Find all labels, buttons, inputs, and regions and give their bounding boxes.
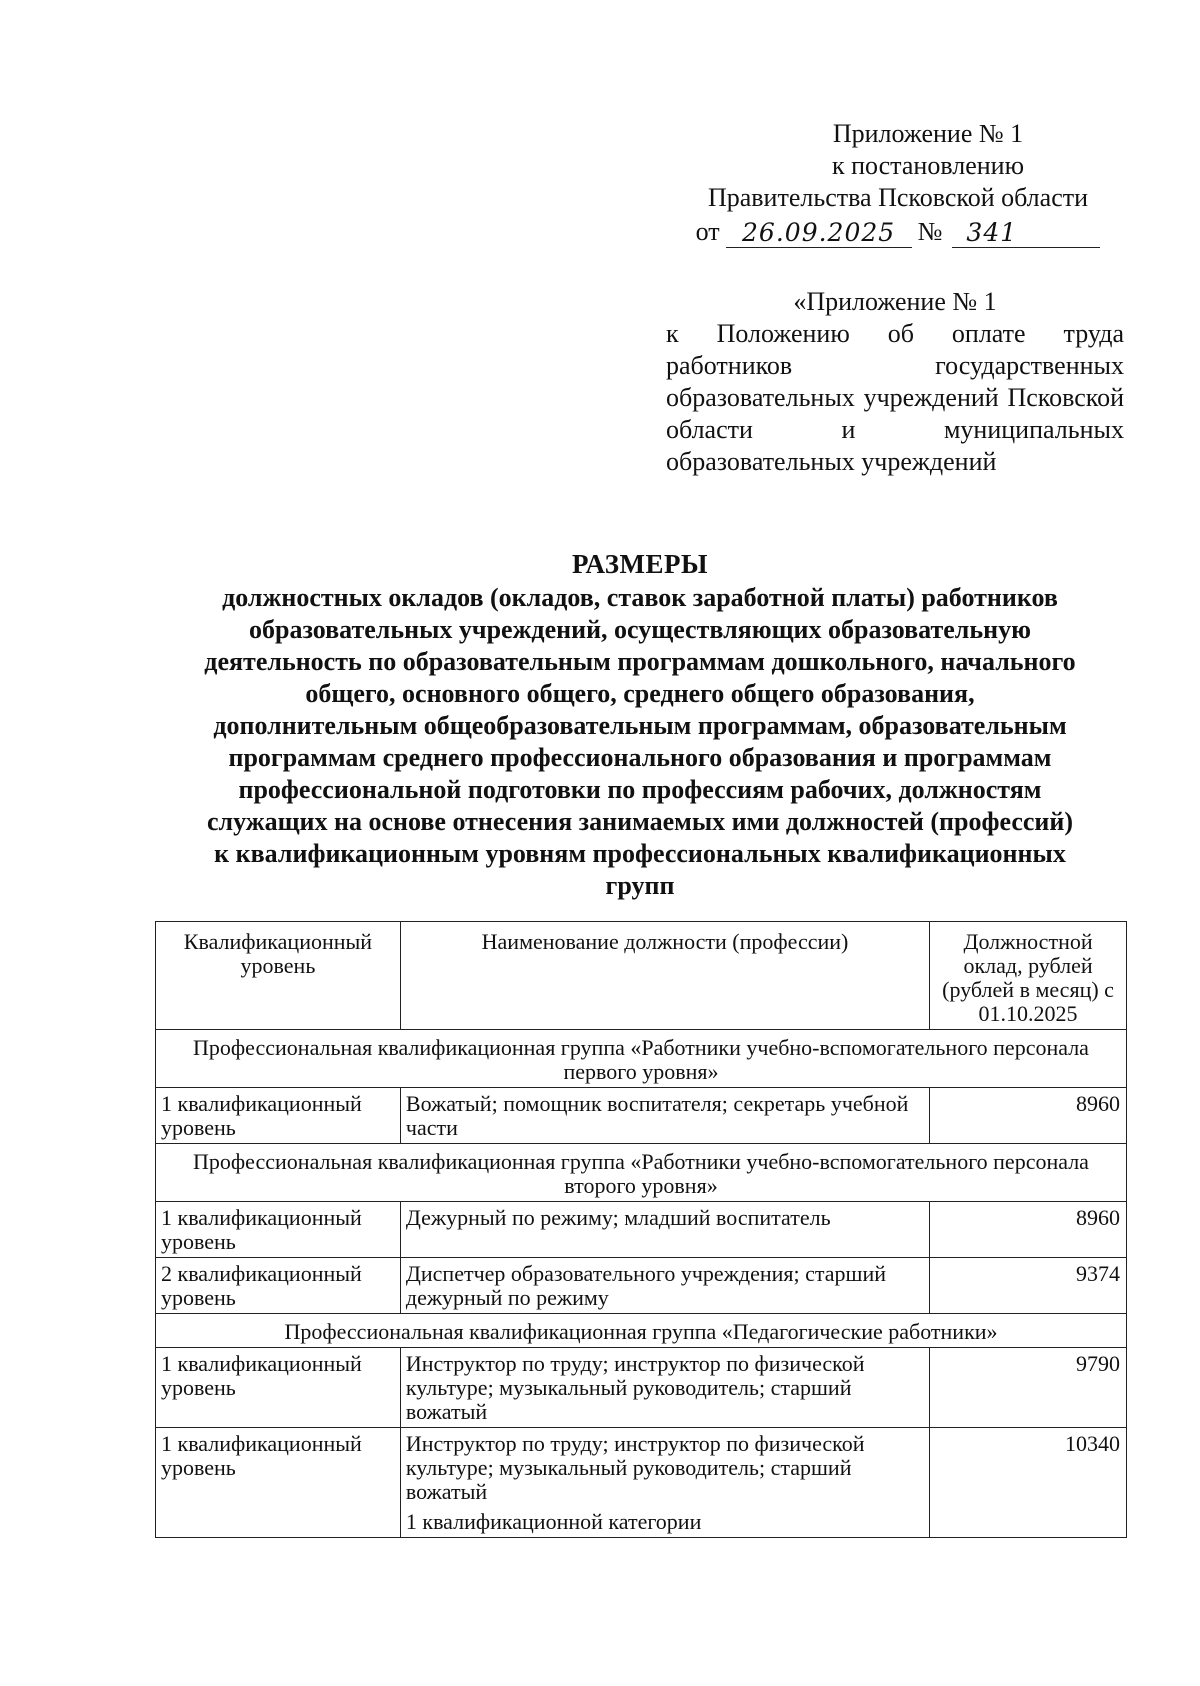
cell-position: Дежурный по режиму; младший воспитатель — [400, 1202, 929, 1258]
cell-level: 1 квалификационный уровень — [156, 1202, 401, 1258]
appendix-number-line: Приложение № 1 — [832, 119, 1024, 148]
cell-salary: 8960 — [930, 1202, 1127, 1258]
title-line: общего, основного общего, среднего общего образования, — [305, 679, 975, 708]
document-title — [150, 548, 1130, 902]
cell-position: Вожатый; помощник воспитателя; секретарь учебной части — [400, 1088, 929, 1144]
handwritten-number: 341 — [952, 219, 1100, 248]
table-row — [156, 1202, 1127, 1258]
cell-salary: 8960 — [930, 1088, 1127, 1144]
group-row — [156, 1030, 1127, 1088]
position-text: Инструктор по труду; инструктор по физической культуре; музыкальный руководитель; старший вожатый — [405, 1431, 865, 1504]
header-position: Наименование должности (профессии) — [400, 922, 929, 1030]
date-prefix: от — [695, 217, 720, 246]
cell-position: Инструктор по труду; инструктор по физической культуре; музыкальный руководитель; старший вожатый — [400, 1348, 929, 1428]
table-row — [156, 1258, 1127, 1314]
table-row — [156, 1088, 1127, 1144]
appendix-reference — [666, 286, 1124, 478]
header-level: Квалификационный уровень — [156, 922, 401, 1030]
cell-level: 1 квалификационный уровень — [156, 1348, 401, 1428]
cell-position: Диспетчер образовательного учреждения; старший дежурный по режиму — [400, 1258, 929, 1314]
group-title: Профессиональная квалификационная группа «Педагогические работники» — [156, 1314, 1127, 1348]
number-prefix: № — [917, 217, 943, 246]
group-row — [156, 1314, 1127, 1348]
appendix-body: к Положению об оплате труда работников государственных образовательных учреждений Псковской области и муниципальных образовательных учреждений — [666, 319, 1124, 476]
title-heading: РАЗМЕРЫ — [571, 549, 709, 579]
cell-level: 2 квалификационный уровень — [156, 1258, 401, 1314]
title-line: программам среднего профессионального образования и программам — [228, 743, 1052, 772]
title-line: деятельность по образовательным программам дошкольного, начального — [204, 647, 1076, 676]
cell-level: 1 квалификационный уровень — [156, 1428, 401, 1538]
cell-position-with-category — [400, 1428, 929, 1538]
cell-level: 1 квалификационный уровень — [156, 1088, 401, 1144]
date-number-line — [668, 216, 1128, 248]
title-line: групп — [605, 871, 675, 900]
group-title: Профессиональная квалификационная группа «Работники учебно-вспомогательного персонала второго уровня» — [156, 1144, 1127, 1202]
government-line: Правительства Псковской области — [707, 183, 1089, 212]
cell-salary: 9374 — [930, 1258, 1127, 1314]
title-line: образовательных учреждений, осуществляющих образовательную — [249, 615, 1031, 644]
table-header-row — [156, 922, 1127, 1030]
table-row — [156, 1348, 1127, 1428]
title-line: дополнительным общеобразовательным программам, образовательным — [213, 711, 1067, 740]
resolution-line: к постановлению — [831, 151, 1025, 180]
title-line: профессиональной подготовки по профессиям рабочих, должностям — [238, 775, 1042, 804]
salary-table — [155, 921, 1127, 1538]
header-salary: Должностной оклад, рублей (рублей в месяц) с 01.10.2025 — [930, 922, 1127, 1030]
group-row — [156, 1144, 1127, 1202]
table-row — [156, 1428, 1127, 1538]
title-line: к квалификационным уровням профессиональных квалификационных — [214, 839, 1066, 868]
group-title: Профессиональная квалификационная группа «Работники учебно-вспомогательного персонала первого уровня» — [156, 1030, 1127, 1088]
resolution-reference — [668, 118, 1128, 248]
appendix-title: «Приложение № 1 — [793, 287, 997, 316]
handwritten-date: 26.09.2025 — [726, 219, 912, 248]
category-text: 1 квалификационной категории — [405, 1509, 702, 1534]
title-line: служащих на основе отнесения занимаемых ими должностей (профессий) — [206, 807, 1074, 836]
cell-salary: 10340 — [930, 1428, 1127, 1538]
title-line: должностных окладов (окладов, ставок заработной платы) работников — [222, 583, 1058, 612]
cell-salary: 9790 — [930, 1348, 1127, 1428]
